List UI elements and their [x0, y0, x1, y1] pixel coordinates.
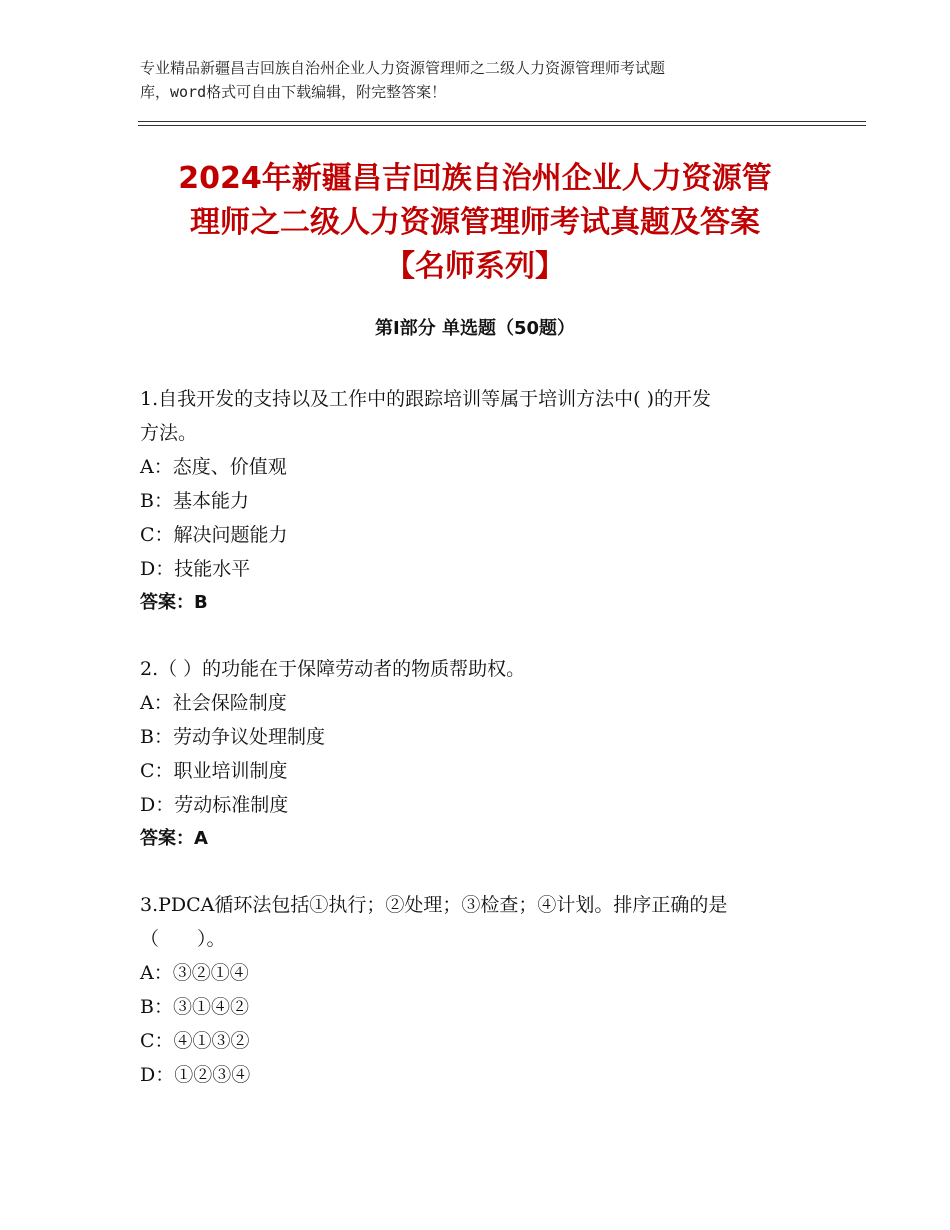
question-stem-line: （ ）。: [140, 928, 226, 950]
option-c: C：职业培训制度: [140, 760, 288, 782]
option-c: C：解决问题能力: [140, 524, 288, 546]
question-3: [140, 888, 810, 1092]
option-a: A：③②①④: [140, 962, 249, 984]
option-b: B：劳动争议处理制度: [140, 726, 325, 748]
question-stem: [140, 382, 810, 450]
question-stem: [140, 888, 810, 956]
question-stem-line: 1.自我开发的支持以及工作中的跟踪培训等属于培训方法中( )的开发: [140, 388, 711, 410]
document-title-line-3: 【名师系列】: [385, 249, 565, 284]
question-1: [140, 382, 810, 620]
option-b: B：基本能力: [140, 490, 249, 512]
option-a: A：态度、价值观: [140, 456, 287, 478]
header-note-line-2: 库，word格式可自由下载编辑，附完整答案！: [140, 83, 447, 101]
answer: 答案：A: [140, 828, 208, 849]
header-divider: [138, 121, 866, 122]
option-b: B：③①④②: [140, 996, 249, 1018]
answer: 答案：B: [140, 592, 208, 613]
option-d: D：技能水平: [140, 558, 251, 580]
option-d: D：①②③④: [140, 1064, 251, 1086]
header-note: [140, 56, 820, 104]
document-title-line-2: 理师之二级人力资源管理师考试真题及答案: [190, 205, 760, 240]
section-title: 第Ⅰ部分 单选题（50题）: [374, 318, 575, 339]
question-stem-line: 方法。: [140, 422, 198, 444]
question-stem-line: 2.（ ）的功能在于保障劳动者的物质帮助权。: [140, 658, 526, 680]
question-2: [140, 652, 810, 856]
question-stem-line: 3.PDCA循环法包括①执行；②处理；③检查；④计划。排序正确的是: [140, 894, 728, 916]
header-note-line-1: 专业精品新疆昌吉回族自治州企业人力资源管理师之二级人力资源管理师考试题: [140, 59, 666, 77]
header-divider-secondary: [138, 125, 866, 126]
option-c: C：④①③②: [140, 1030, 250, 1052]
document-title: [120, 157, 830, 289]
question-list: [140, 382, 810, 1124]
option-d: D：劳动标准制度: [140, 794, 289, 816]
option-a: A：社会保险制度: [140, 692, 287, 714]
document-title-line-1: 2024年新疆昌吉回族自治州企业人力资源管: [178, 161, 772, 196]
question-stem: [140, 652, 810, 686]
